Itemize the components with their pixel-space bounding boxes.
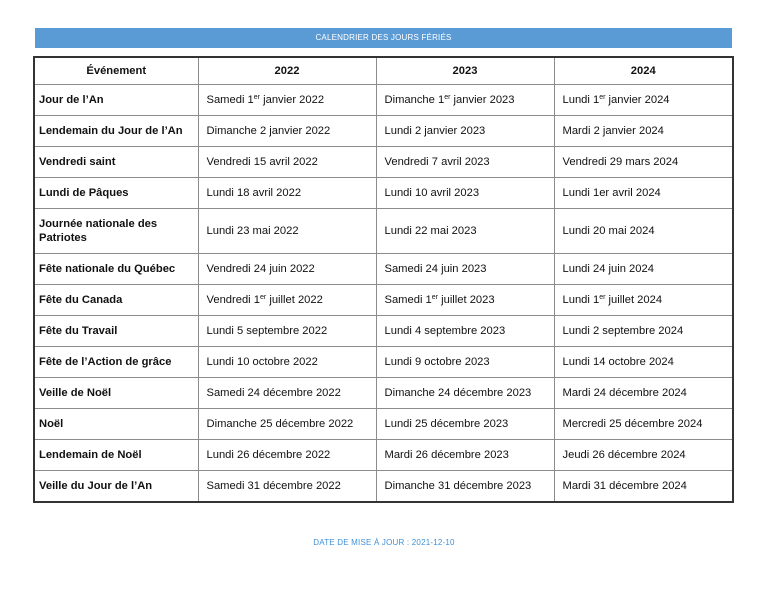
table-row	[34, 316, 733, 347]
date-2024: Mardi 24 décembre 2024	[554, 378, 733, 409]
header-2022: 2022	[198, 57, 376, 85]
date-2023	[376, 285, 554, 316]
date-text: Lundi 1	[562, 294, 600, 306]
date-2023: Vendredi 7 avril 2023	[376, 147, 554, 178]
date-text: juillet 2023	[438, 294, 495, 306]
date-text: Samedi 1	[206, 94, 254, 106]
event-name: Journée nationale des Patriotes	[34, 209, 198, 254]
table-row	[34, 440, 733, 471]
ordinal-suffix: er	[599, 94, 606, 101]
table-row	[34, 409, 733, 440]
date-2023: Lundi 22 mai 2023	[376, 209, 554, 254]
event-name: Fête du Travail	[34, 316, 198, 347]
table-row	[34, 209, 733, 254]
event-name: Fête du Canada	[34, 285, 198, 316]
date-text: Samedi 1	[384, 294, 432, 306]
date-text: Vendredi 1	[206, 294, 260, 306]
date-text: juillet 2022	[266, 294, 323, 306]
header-2024: 2024	[554, 57, 733, 85]
date-2022: Lundi 26 décembre 2022	[198, 440, 376, 471]
table-row	[34, 471, 733, 503]
date-2022: Samedi 31 décembre 2022	[198, 471, 376, 503]
event-name: Jour de l’An	[34, 85, 198, 116]
date-2023: Dimanche 24 décembre 2023	[376, 378, 554, 409]
date-2022: Dimanche 25 décembre 2022	[198, 409, 376, 440]
table-row	[34, 116, 733, 147]
table-row	[34, 147, 733, 178]
date-2022: Dimanche 2 janvier 2022	[198, 116, 376, 147]
header-2023: 2023	[376, 57, 554, 85]
table-row	[34, 85, 733, 116]
date-2024: Lundi 1er avril 2024	[554, 178, 733, 209]
date-text: juillet 2024	[605, 294, 663, 306]
date-2022	[198, 85, 376, 116]
event-name: Fête de l’Action de grâce	[34, 347, 198, 378]
date-2022	[198, 285, 376, 316]
date-2024: Jeudi 26 décembre 2024	[554, 440, 733, 471]
date-2023: Mardi 26 décembre 2023	[376, 440, 554, 471]
date-2022: Lundi 18 avril 2022	[198, 178, 376, 209]
date-2022: Samedi 24 décembre 2022	[198, 378, 376, 409]
date-2024: Mardi 2 janvier 2024	[554, 116, 733, 147]
event-name: Veille du Jour de l’An	[34, 471, 198, 503]
ordinal-suffix: er	[599, 294, 606, 301]
date-2024: Lundi 2 septembre 2024	[554, 316, 733, 347]
holidays-table	[33, 56, 734, 503]
date-2024: Lundi 24 juin 2024	[554, 254, 733, 285]
table-row	[34, 347, 733, 378]
date-2024: Vendredi 29 mars 2024	[554, 147, 733, 178]
table-row	[34, 178, 733, 209]
event-name: Lendemain du Jour de l’An	[34, 116, 198, 147]
date-2022: Lundi 23 mai 2022	[198, 209, 376, 254]
date-2022: Vendredi 15 avril 2022	[198, 147, 376, 178]
header-row	[34, 57, 733, 85]
table-body	[34, 85, 733, 503]
date-2023	[376, 85, 554, 116]
date-2023: Lundi 10 avril 2023	[376, 178, 554, 209]
date-2024	[554, 285, 733, 316]
update-date: DATE DE MISE À JOUR : 2021-12-10	[313, 538, 455, 547]
date-2023: Samedi 24 juin 2023	[376, 254, 554, 285]
ordinal-suffix: er	[253, 94, 260, 101]
date-text: janvier 2023	[450, 94, 515, 106]
ordinal-suffix: er	[260, 294, 267, 301]
date-2024	[554, 85, 733, 116]
event-name: Lundi de Pâques	[34, 178, 198, 209]
date-2023: Lundi 9 octobre 2023	[376, 347, 554, 378]
date-text: janvier 2022	[260, 94, 325, 106]
date-2023: Lundi 25 décembre 2023	[376, 409, 554, 440]
ordinal-suffix: er	[444, 94, 451, 101]
event-name: Veille de Noël	[34, 378, 198, 409]
event-name: Vendredi saint	[34, 147, 198, 178]
date-text: Dimanche 1	[384, 94, 445, 106]
date-2024: Lundi 14 octobre 2024	[554, 347, 733, 378]
date-2023: Lundi 2 janvier 2023	[376, 116, 554, 147]
date-2024: Lundi 20 mai 2024	[554, 209, 733, 254]
event-name: Fête nationale du Québec	[34, 254, 198, 285]
calendar-title: CALENDRIER DES JOURS FÉRIÉS	[35, 28, 732, 48]
table-header	[34, 57, 733, 85]
date-2024: Mercredi 25 décembre 2024	[554, 409, 733, 440]
date-2023: Lundi 4 septembre 2023	[376, 316, 554, 347]
header-event: Événement	[34, 57, 198, 85]
date-2023: Dimanche 31 décembre 2023	[376, 471, 554, 503]
date-2022: Lundi 5 septembre 2022	[198, 316, 376, 347]
table-row	[34, 254, 733, 285]
date-2022: Lundi 10 octobre 2022	[198, 347, 376, 378]
event-name: Lendemain de Noël	[34, 440, 198, 471]
date-text: Lundi 1	[562, 94, 600, 106]
table-row	[34, 285, 733, 316]
event-name: Noël	[34, 409, 198, 440]
ordinal-suffix: er	[431, 294, 438, 301]
date-2022: Vendredi 24 juin 2022	[198, 254, 376, 285]
date-2024: Mardi 31 décembre 2024	[554, 471, 733, 503]
table-row	[34, 378, 733, 409]
date-text: janvier 2024	[605, 94, 670, 106]
